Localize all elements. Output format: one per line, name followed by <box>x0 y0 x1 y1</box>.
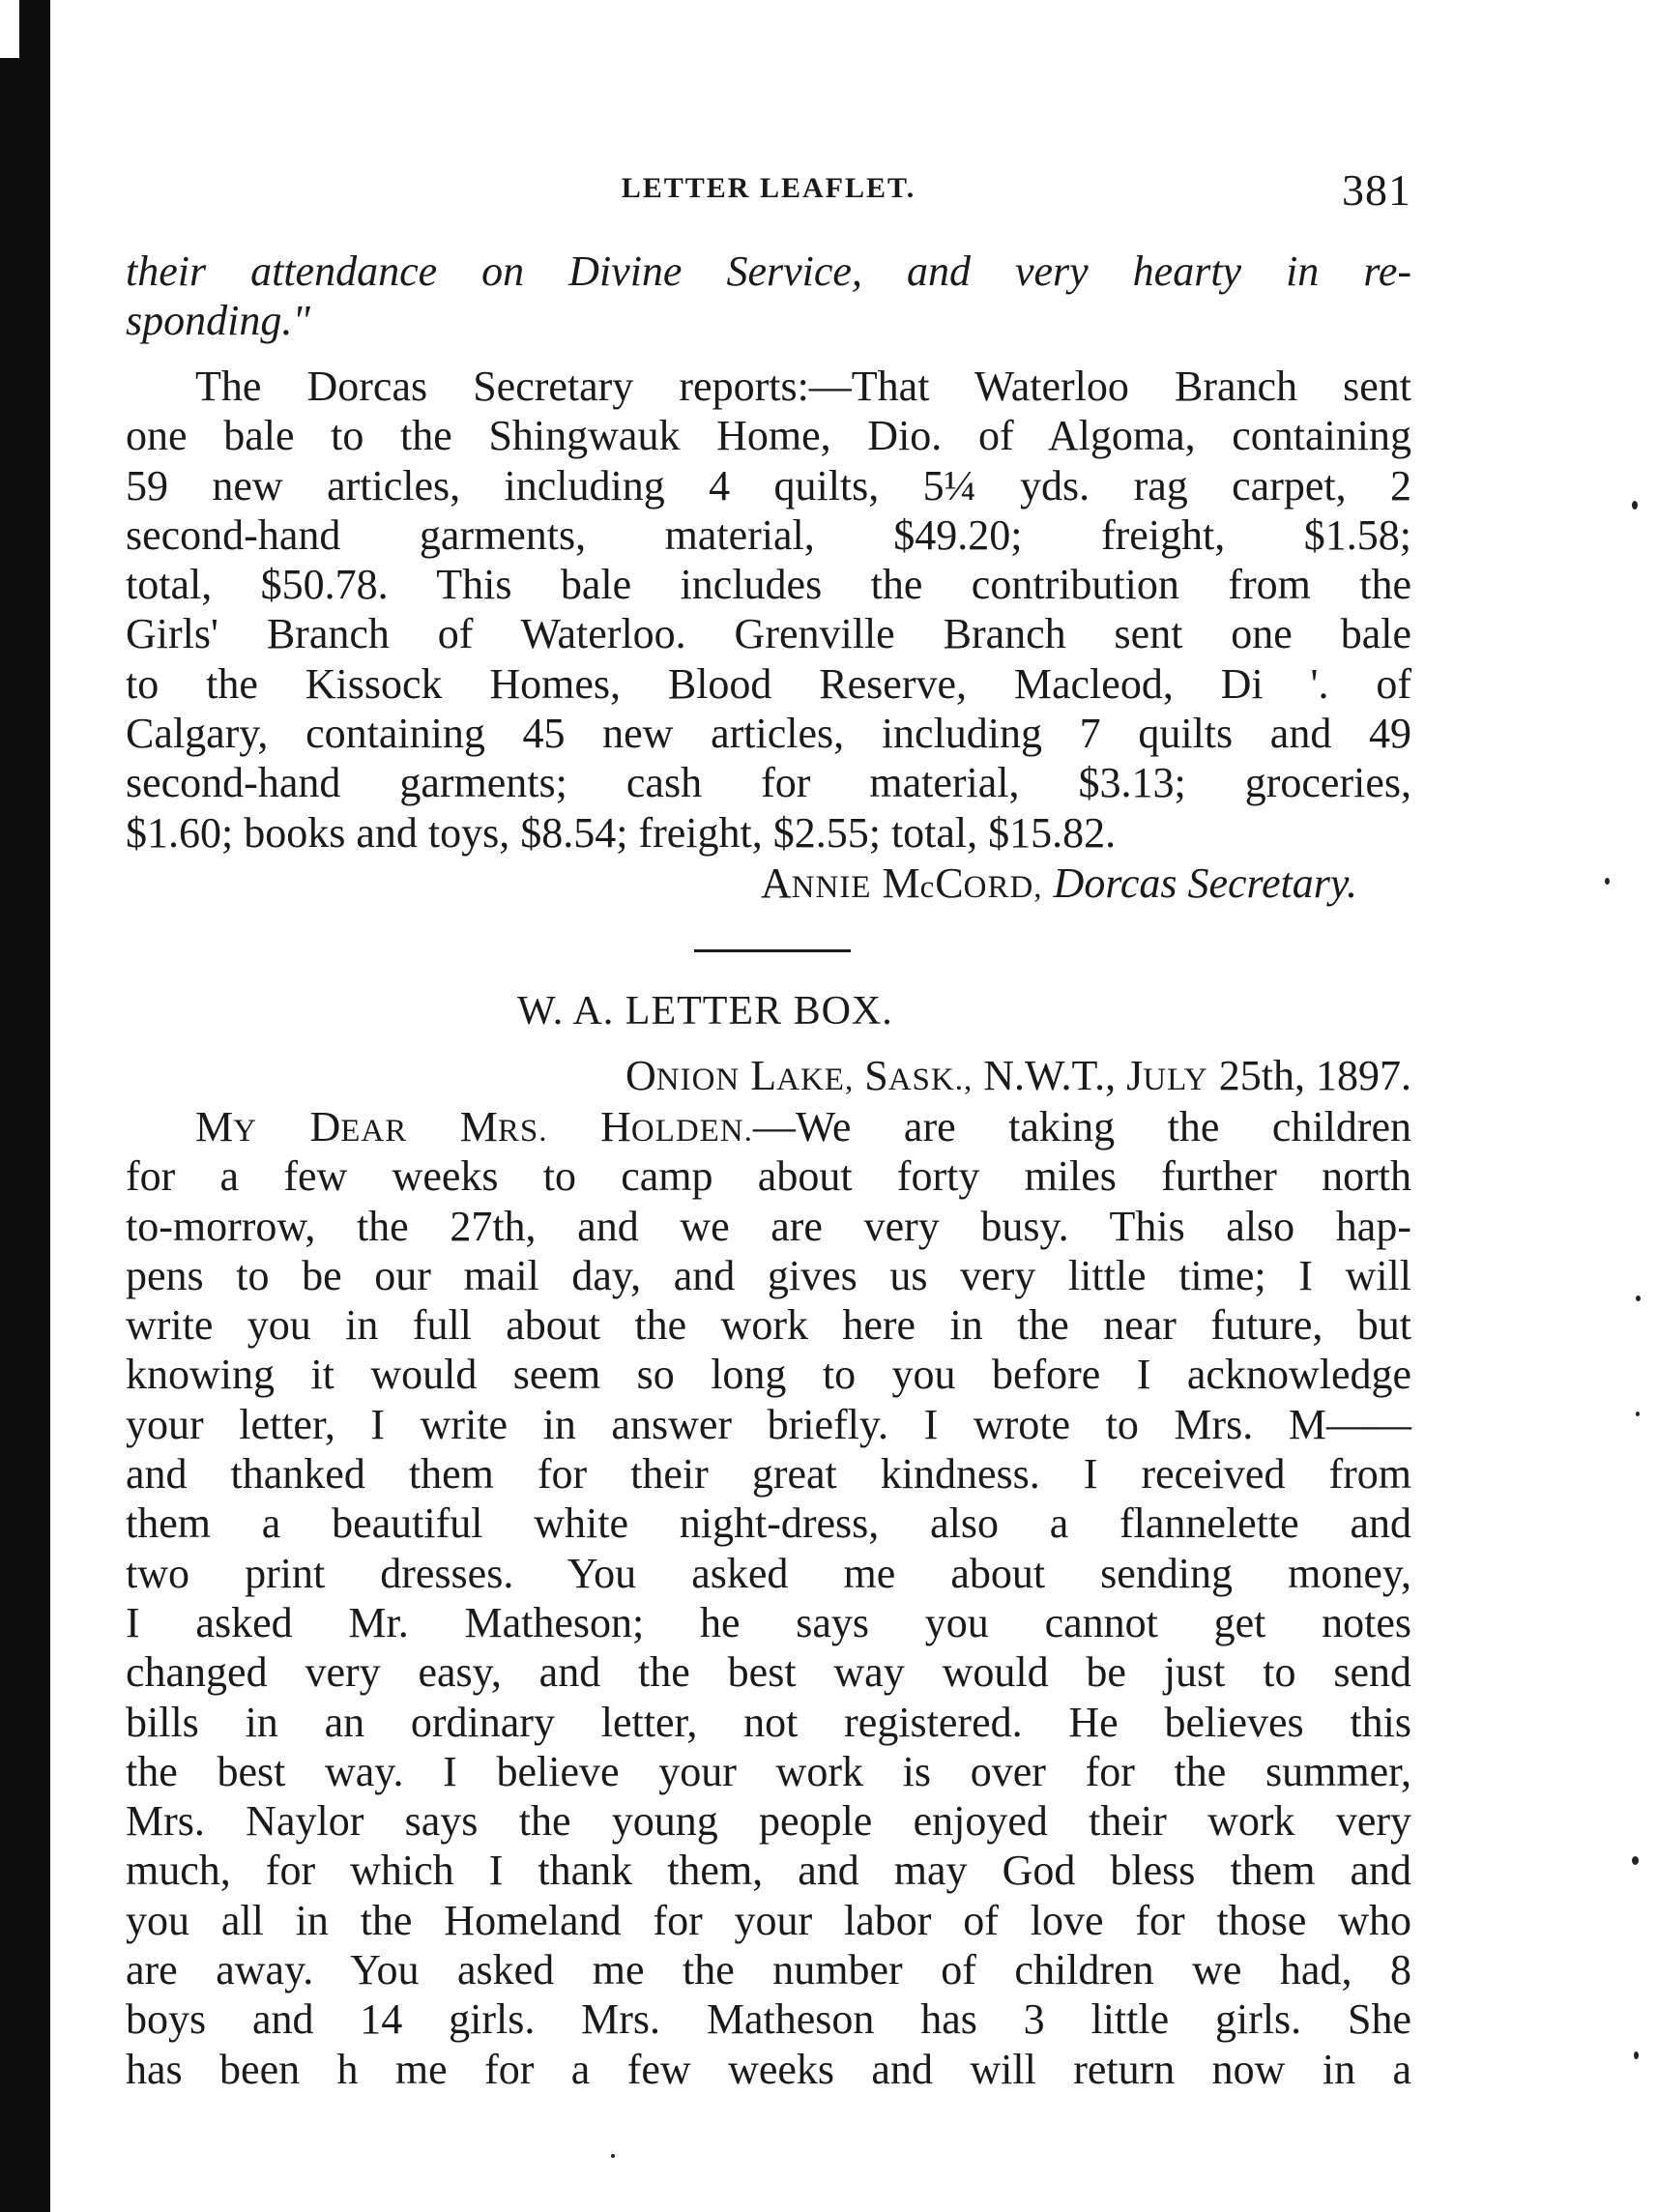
letter-body <box>126 1102 1411 2094</box>
margin-speck <box>1605 878 1610 885</box>
margin-speck <box>1636 1412 1640 1416</box>
dateline-letter: L <box>750 1052 777 1099</box>
salutation-letters: RS. <box>497 1114 548 1149</box>
text-line: $1.60; books and toys, $8.54; freight, $2.55; total, $15.82. <box>126 808 1117 857</box>
signature-letters: ORD, <box>963 870 1043 905</box>
dateline-letter: S <box>864 1052 888 1099</box>
signature-letters: c <box>919 870 936 905</box>
text-line: them a beautiful white night-dress, also a flannelette and <box>126 1499 1411 1548</box>
salutation-letter: D <box>309 1103 341 1150</box>
dateline-territory: N.W.T., <box>983 1052 1117 1099</box>
text-line: to-morrow, the 27th, and we are very busy. This also hap- <box>126 1202 1411 1250</box>
text-line: sponding." <box>126 297 310 345</box>
text-line: the best way. I believe your work is over for the summer, <box>126 1747 1411 1795</box>
signature-title: Dorcas Secretary. <box>1053 859 1357 907</box>
margin-speck <box>1634 2052 1639 2059</box>
text-line: second-hand garments; cash for material, $3.13; groceries, <box>126 759 1411 807</box>
binding-notch <box>0 0 19 58</box>
text-line: second-hand garments, material, $49.20; freight, $1.58; <box>126 510 1411 559</box>
text-line: write you in full about the work here in the near future, but <box>126 1301 1411 1350</box>
continuation-paragraph <box>126 247 1411 346</box>
text-line: I asked Mr. Matheson; he says you cannot get notes <box>126 1598 1411 1646</box>
dateline-letters: ULY <box>1143 1062 1208 1097</box>
dorcas-signature <box>761 859 1357 908</box>
running-head: LETTER LEAFLET. <box>621 172 916 204</box>
text-line: has been h me for a few weeks and will return now in a <box>126 2045 1411 2093</box>
text-line: two print dresses. You asked me about sending money, <box>126 1549 1411 1597</box>
signature-letter: A <box>760 859 792 907</box>
text-line: for a few weeks to camp about forty miles further north <box>126 1152 1411 1201</box>
text-line: to the Kissock Homes, Blood Reserve, Macleod, Di '. of <box>126 659 1411 708</box>
text-line: 59 new articles, including 4 quilts, 5¼ yds. rag carpet, 2 <box>126 461 1411 509</box>
binding-edge <box>0 0 50 2212</box>
salutation-line <box>126 1102 1411 1151</box>
dateline-letters: AKE, <box>776 1062 855 1097</box>
text-line: Girls' Branch of Waterloo. Grenville Branch sent one bale <box>126 610 1411 658</box>
text-line: Calgary, containing 45 new articles, including 7 quilts and 49 <box>126 710 1411 758</box>
text-line: The Dorcas Secretary reports:—That Waterloo Branch sent <box>195 363 1411 410</box>
dateline-letters: NION <box>655 1062 741 1097</box>
signature-letter: C <box>935 859 964 907</box>
text-line: much, for which I thank them, and may God bless them and <box>126 1847 1411 1895</box>
text-line: pens to be our mail day, and gives us very little time; I will <box>126 1251 1411 1299</box>
letter-dateline <box>625 1051 1411 1100</box>
text-line: are away. You asked me the number of children we had, 8 <box>126 1946 1411 1994</box>
margin-speck <box>1632 501 1638 509</box>
dateline-letter: J <box>1126 1052 1144 1099</box>
margin-speck <box>611 2154 615 2158</box>
dateline-letters: ASK., <box>887 1062 974 1097</box>
text-line: and thanked them for their great kindness. I received from <box>126 1450 1411 1499</box>
text-line: boys and 14 girls. Mrs. Matheson has 3 little girls. She <box>126 1995 1411 2044</box>
section-divider <box>694 949 851 952</box>
text-line: total, $50.78. This bale includes the contribution from the <box>126 561 1411 609</box>
signature-letters: NNIE <box>791 870 872 905</box>
dorcas-report-paragraph <box>126 362 1411 858</box>
salutation-letters: Y <box>233 1114 257 1149</box>
dateline-letter: O <box>625 1052 656 1099</box>
dateline-date: 25th, 1897. <box>1218 1052 1411 1099</box>
text-line: their attendance on Divine Service, and very hearty in re- <box>126 247 1411 295</box>
signature-letter: M <box>882 859 920 907</box>
page-number: 381 <box>1342 165 1411 215</box>
text-line: you all in the Homeland for your labor of love for those who <box>126 1896 1411 1944</box>
text-line: Mrs. Naylor says the young people enjoyed their work very <box>126 1797 1411 1846</box>
salutation-letters: OLDEN. <box>630 1114 753 1149</box>
text-line: changed very easy, and the best way would be just to send <box>126 1648 1411 1697</box>
salutation-letter: M <box>195 1103 234 1150</box>
section-title: W. A. LETTER BOX. <box>517 989 893 1033</box>
margin-speck <box>1632 1856 1639 1865</box>
page-header <box>126 164 1411 222</box>
text-line: one bale to the Shingwauk Home, Dio. of Algoma, containing <box>126 412 1411 460</box>
text-line: your letter, I write in answer briefly. I wrote to Mrs. M—— <box>126 1400 1411 1448</box>
salutation-text: —We are taking the children <box>752 1103 1412 1150</box>
text-line: bills in an ordinary letter, not registered. He believes this <box>126 1698 1411 1746</box>
salutation-letters: EAR <box>340 1114 408 1149</box>
salutation-letter: M <box>459 1103 498 1150</box>
salutation-letter: H <box>600 1103 631 1150</box>
text-line: knowing it would seem so long to you before I acknowledge <box>126 1351 1411 1399</box>
margin-speck <box>1636 1295 1641 1301</box>
